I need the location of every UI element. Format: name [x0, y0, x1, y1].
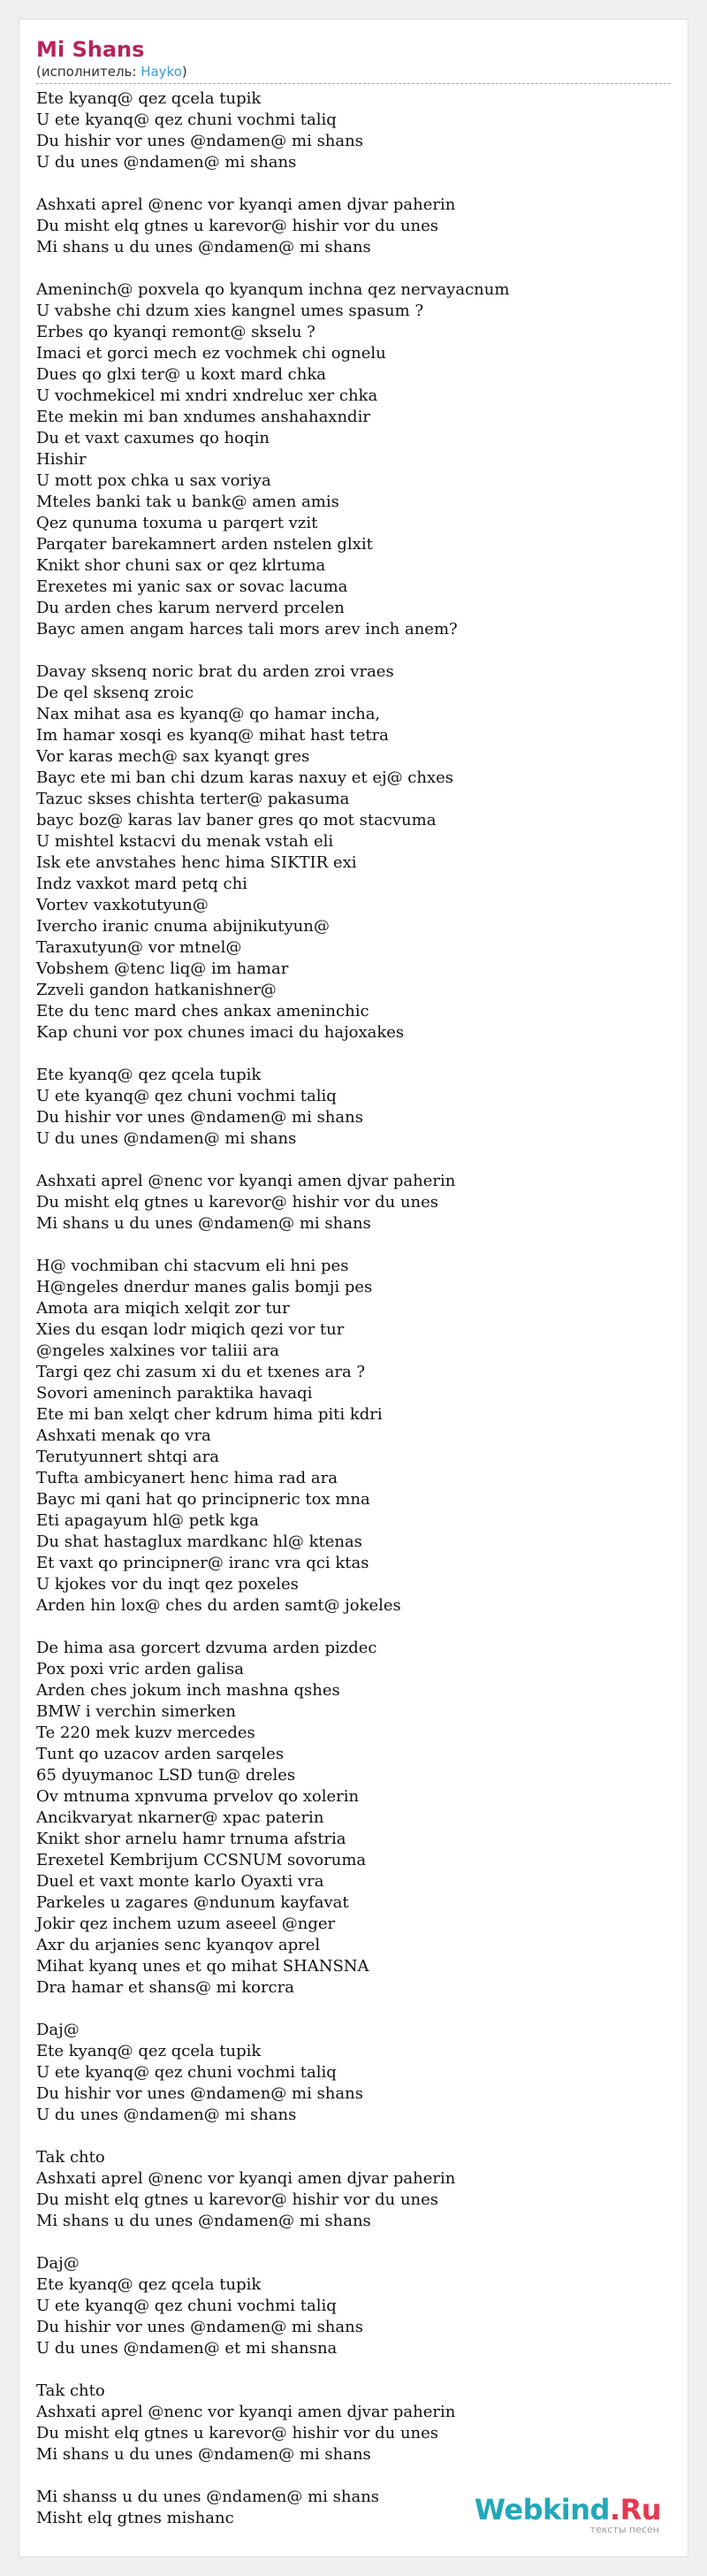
logo-wordmark — [475, 2495, 661, 2525]
lyrics-body — [36, 88, 671, 2550]
artist-suffix: ) — [181, 64, 187, 80]
lyric-line: U mott pox chka u sax voriya — [36, 471, 271, 490]
lyric-line: Et vaxt qo principner@ iranc vra qci ktas — [36, 1554, 369, 1572]
lyric-line: Ashxati menak qo vra — [36, 1426, 211, 1445]
verse — [36, 1256, 671, 1617]
verse — [36, 88, 671, 173]
lyric-line: Mi shans u du unes @ndamen@ mi shans — [36, 1214, 371, 1233]
lyric-line: Ashxati aprel @nenc vor kyanqi amen djvar paherin — [36, 2169, 456, 2188]
lyric-line: Te 220 mek kuzv mercedes — [36, 1724, 255, 1742]
verse — [36, 661, 671, 1043]
lyric-line: Kap chuni vor pox chunes imaci du hajoxakes — [36, 1023, 405, 1042]
lyric-line: De qel sksenq zroic — [36, 684, 194, 702]
lyric-line: Du hishir vor unes @ndamen@ mi shans — [36, 132, 363, 150]
lyric-line: Erexetel Kembrijum CCSNUM sovoruma — [36, 1851, 367, 1869]
logo-name: Webkind — [474, 2493, 610, 2526]
lyric-line: Targi qez chi zasum xi du et txenes ara ? — [36, 1363, 366, 1381]
lyric-line: @ngeles xalxines vor taliii ara — [36, 1342, 280, 1360]
lyric-line: Vor karas mech@ sax kyanqt gres — [36, 747, 310, 766]
lyrics-card — [19, 19, 688, 2557]
lyric-line: Mihat kyanq unes et qo mihat SHANSNA — [36, 1957, 369, 1976]
lyric-line: Ete kyanq@ qez qcela tupik — [36, 1066, 262, 1084]
lyric-line: Du misht elq gtnes u karevor@ hishir vor du unes — [36, 2190, 439, 2209]
lyric-line: Vobshem @tenc liq@ im hamar — [36, 959, 289, 978]
lyric-line: Ete mekin mi ban xndumes anshahaxndir — [36, 408, 370, 426]
lyric-line: Qez qunuma toxuma u parqert vzit — [36, 514, 318, 532]
lyric-line: Sovori ameninch paraktika havaqi — [36, 1384, 313, 1403]
lyric-line: Tufta ambicyanert henc hima rad ara — [36, 1469, 338, 1487]
lyric-line: Misht elq gtnes mishanc — [36, 2509, 234, 2527]
verse — [36, 279, 671, 640]
verse — [36, 1638, 671, 1999]
lyric-line: Ashxati aprel @nenc vor kyanqi amen djvar paherin — [36, 195, 456, 214]
verse — [36, 1065, 671, 1150]
artist-link[interactable]: Hayko — [141, 64, 182, 80]
lyric-line: Duel et vaxt monte karlo Oyaxti vra — [36, 1872, 324, 1891]
lyric-line: Du shat hastaglux mardkanc hl@ ktenas — [36, 1533, 362, 1551]
lyric-line: Du hishir vor unes @ndamen@ mi shans — [36, 2084, 363, 2103]
verse — [36, 2253, 671, 2359]
lyric-line: Du hishir vor unes @ndamen@ mi shans — [36, 2318, 363, 2336]
lyric-line: Dra hamar et shans@ mi korcra — [36, 1978, 294, 1997]
lyric-line: U ete kyanq@ qez chuni vochmi taliq — [36, 2297, 337, 2315]
artist-line — [36, 63, 671, 80]
lyric-line: 65 dyuymanoc LSD tun@ dreles — [36, 1766, 296, 1785]
lyric-line: Ete kyanq@ qez qcela tupik — [36, 2275, 262, 2294]
lyric-line: Jokir qez inchem uzum aseeel @nger — [36, 1915, 336, 1933]
lyric-line: Ivercho iranic cnuma abijnikutyun@ — [36, 917, 330, 936]
lyric-line: Axr du arjanies senc kyanqov aprel — [36, 1936, 321, 1954]
lyric-line: U ete kyanq@ qez chuni vochmi taliq — [36, 111, 337, 129]
lyric-line: Xies du esqan lodr miqich qezi vor tur — [36, 1320, 345, 1339]
lyric-line: Mi shans u du unes @ndamen@ mi shans — [36, 2212, 371, 2230]
lyric-line: U du unes @ndamen@ et mi shansna — [36, 2339, 338, 2358]
lyric-line: Ancikvaryat nkarner@ xpac paterin — [36, 1808, 324, 1827]
verse — [36, 2020, 671, 2126]
lyric-line: BMW i verchin simerken — [36, 1702, 237, 1721]
lyric-line: U du unes @ndamen@ mi shans — [36, 2106, 297, 2124]
lyric-line: Imaci et gorci mech ez vochmek chi ognelu — [36, 344, 386, 363]
lyric-line: Parqater barekamnert arden nstelen glxit — [36, 535, 373, 554]
lyric-line: Du misht elq gtnes u karevor@ hishir vor du unes — [36, 217, 439, 235]
lyric-line: Mi shans u du unes @ndamen@ mi shans — [36, 2445, 371, 2464]
lyric-line: Tunt qo uzacov arden sarqeles — [36, 1745, 285, 1763]
lyric-line: Isk ete anvstahes henc hima SIKTIR exi — [36, 853, 357, 872]
lyric-line: U vabshe chi dzum xies kangnel umes spasum ? — [36, 302, 424, 320]
lyric-line: Ameninch@ poxvela qo kyanqum inchna qez nervayacnum — [36, 280, 510, 299]
lyric-line: Davay sksenq noric brat du arden zroi vraes — [36, 662, 394, 681]
lyric-line: bayc boz@ karas lav baner gres qo mot stacvuma — [36, 811, 437, 829]
lyric-line: Arden ches jokum inch mashna qshes — [36, 1681, 340, 1700]
lyric-line: Daj@ — [36, 2254, 80, 2273]
lyric-line: Mi shans u du unes @ndamen@ mi shans — [36, 238, 371, 256]
lyric-line: U mishtel kstacvi du menak vstah eli — [36, 832, 334, 851]
lyric-line: Terutyunnert shtqi ara — [36, 1448, 219, 1466]
lyric-line: Tak chto — [36, 2381, 105, 2400]
lyric-line: U du unes @ndamen@ mi shans — [36, 1129, 297, 1148]
song-header — [36, 36, 671, 84]
lyric-line: Parkeles u zagares @ndunum kayfavat — [36, 1893, 349, 1912]
lyric-line: Mi shanss u du unes @ndamen@ mi shans — [36, 2488, 380, 2506]
lyric-line: Ete kyanq@ qez qcela tupik — [36, 2042, 262, 2060]
lyric-line: Ete kyanq@ qez qcela tupik — [36, 89, 262, 108]
lyric-line: Zzveli gandon hatkanishner@ — [36, 981, 277, 999]
lyric-line: Vortev vaxkotutyun@ — [36, 896, 209, 914]
lyric-line: Du et vaxt caxumes qo hoqin — [36, 429, 270, 447]
lyric-line: Erexetes mi yanic sax or sovac lacuma — [36, 577, 348, 596]
lyric-line: Amota ara miqich xelqit zor tur — [36, 1299, 290, 1318]
lyric-line: Knikt shor arnelu hamr trnuma afstria — [36, 1830, 346, 1848]
lyric-line: Bayc amen angam harces tali mors arev inch anem? — [36, 620, 458, 638]
lyric-line: Bayc ete mi ban chi dzum karas naxuy et ej@ chxes — [36, 768, 454, 787]
verse — [36, 2147, 671, 2232]
lyric-line: Nax mihat asa es kyanq@ qo hamar incha, — [36, 705, 381, 723]
lyric-line: Du hishir vor unes @ndamen@ mi shans — [36, 1108, 363, 1127]
lyric-line: Mteles banki tak u bank@ amen amis — [36, 493, 339, 511]
verse — [36, 1171, 671, 1234]
verse — [36, 2381, 671, 2465]
lyric-line: Ete du tenc mard ches ankax ameninchic — [36, 1002, 369, 1020]
lyric-line: U du unes @ndamen@ mi shans — [36, 153, 297, 172]
lyric-line: Ete mi ban xelqt cher kdrum hima piti kdri — [36, 1405, 383, 1424]
lyric-line: U kjokes vor du inqt qez poxeles — [36, 1575, 299, 1594]
lyric-line: U vochmekicel mi xndri xndreluc xer chka — [36, 386, 378, 405]
lyric-line: Im hamar xosqi es kyanq@ mihat hast tetra — [36, 726, 389, 745]
lyric-line: Dues qo glxi ter@ u koxt mard chka — [36, 365, 326, 384]
logo-tagline: тексты песен — [589, 2524, 659, 2535]
lyric-line: Tak chto — [36, 2148, 105, 2167]
lyric-line: De hima asa gorcert dzvuma arden pizdec — [36, 1639, 377, 1657]
lyric-line: Du misht elq gtnes u karevor@ hishir vor du unes — [36, 1193, 439, 1212]
song-title: Mi Shans — [36, 37, 145, 62]
lyric-line: U ete kyanq@ qez chuni vochmi taliq — [36, 1087, 337, 1105]
lyric-line: Pox poxi vric arden galisa — [36, 1660, 244, 1678]
lyric-line: H@ngeles dnerdur manes galis bomji pes — [36, 1278, 373, 1296]
lyric-line: Taraxutyun@ vor mtnel@ — [36, 938, 242, 957]
lyric-line: Knikt shor chuni sax or qez klrtuma — [36, 556, 326, 575]
logo-tld: .Ru — [609, 2493, 661, 2526]
lyric-line: Hishir — [36, 450, 87, 469]
lyric-line: Ashxati aprel @nenc vor kyanqi amen djvar paherin — [36, 2403, 456, 2421]
lyric-line: U ete kyanq@ qez chuni vochmi taliq — [36, 2063, 337, 2082]
lyric-line: H@ vochmiban chi stacvum eli hni pes — [36, 1257, 349, 1275]
verse — [36, 195, 671, 258]
artist-prefix: (исполнитель: — [36, 64, 141, 80]
lyric-line: Du misht elq gtnes u karevor@ hishir vor du unes — [36, 2424, 439, 2442]
lyric-line: Ov mtnuma xpnvuma prvelov qo xolerin — [36, 1787, 360, 1806]
lyric-line: Indz vaxkot mard petq chi — [36, 875, 247, 893]
lyric-line: Eti apagayum hl@ petk kga — [36, 1511, 259, 1530]
lyric-line: Du arden ches karum nerverd prcelen — [36, 599, 345, 617]
site-logo[interactable] — [475, 2495, 661, 2535]
lyric-line: Ashxati aprel @nenc vor kyanqi amen djvar paherin — [36, 1172, 456, 1190]
lyric-line: Tazuc skses chishta terter@ pakasuma — [36, 790, 350, 808]
lyric-line: Arden hin lox@ ches du arden samt@ jokeles — [36, 1596, 401, 1615]
lyric-line: Daj@ — [36, 2021, 80, 2039]
lyric-line: Erbes qo kyanqi remont@ skselu ? — [36, 323, 315, 341]
lyric-line: Bayc mi qani hat qo principneric tox mna — [36, 1490, 370, 1509]
